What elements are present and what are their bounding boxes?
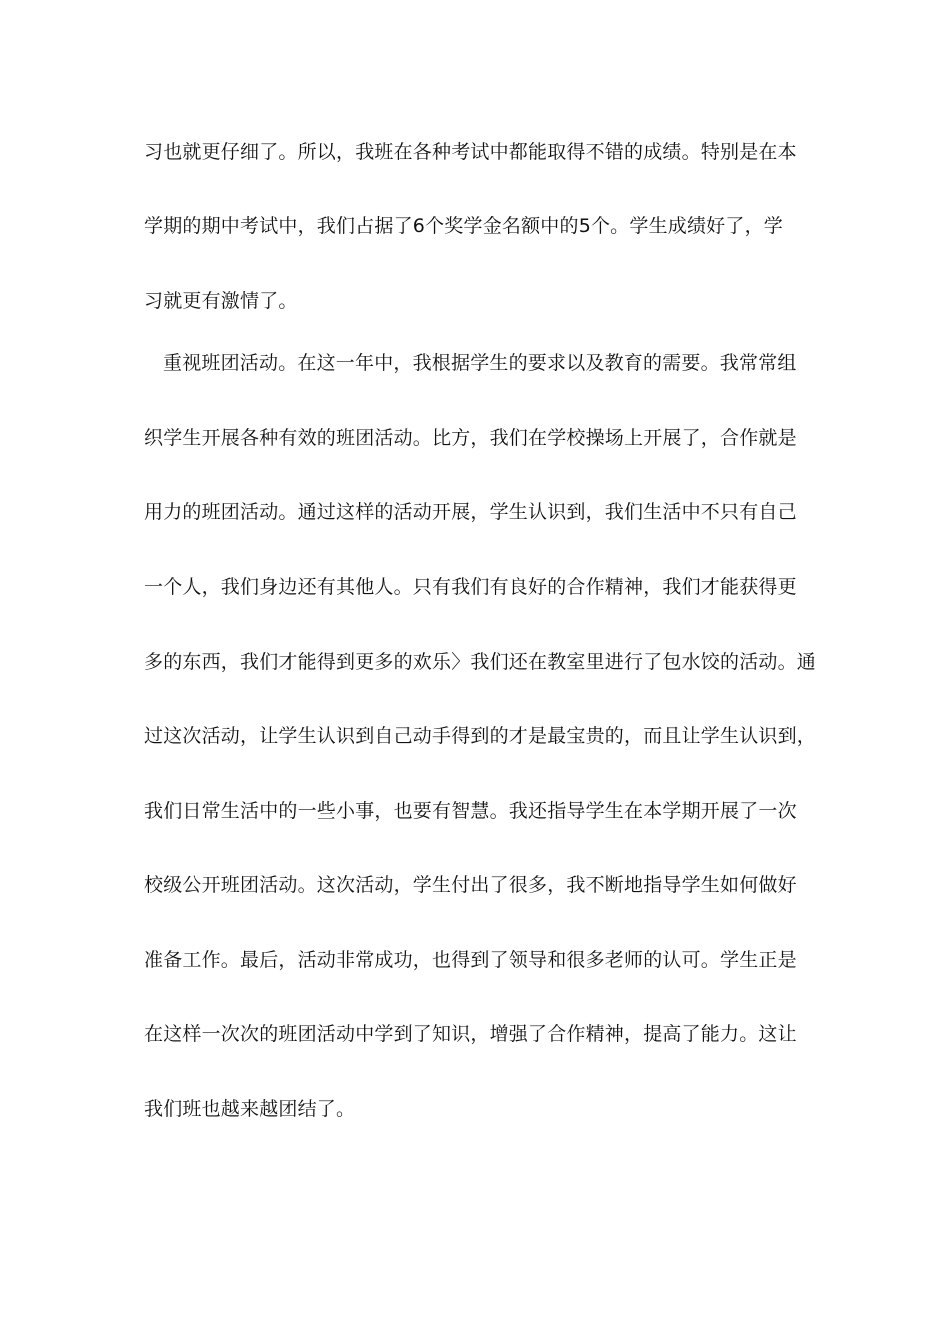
text-line: 过这次活动，让学生认识到自己动手得到的才是最宝贵的，而且让学生认识到， xyxy=(144,725,817,747)
text-line: 我们日常生活中的一些小事，也要有智慧。我还指导学生在本学期开展了一次 xyxy=(144,800,797,822)
text-line: 习就更有激情了。 xyxy=(144,290,298,312)
text-line: 织学生开展各种有效的班团活动。比方，我们在学校操场上开展了，合作就是 xyxy=(144,427,797,449)
text-line: 用力的班团活动。通过这样的活动开展，学生认识到，我们生活中不只有自己 xyxy=(144,501,797,523)
text-line: 多的东西，我们才能得到更多的欢乐〉我们还在教室里进行了包水饺的活动。通 xyxy=(144,651,817,673)
text-line: 校级公开班团活动。这次活动，学生付出了很多，我不断地指导学生如何做好 xyxy=(144,874,797,896)
text-line: 准备工作。最后，活动非常成功，也得到了领导和很多老师的认可。学生正是 xyxy=(144,949,797,971)
text-line: 习也就更仔细了。所以，我班在各种考试中都能取得不错的成绩。特别是在本 xyxy=(144,141,797,163)
paragraph-start-line: 重视班团活动。在这一年中，我根据学生的要求以及教育的需要。我常常组 xyxy=(163,352,797,374)
text-line: 我们班也越来越团结了。 xyxy=(144,1098,356,1120)
text-line: 在这样一次次的班团活动中学到了知识，增强了合作精神，提高了能力。这让 xyxy=(144,1023,797,1045)
text-line: 一个人，我们身边还有其他人。只有我们有良好的合作精神，我们才能获得更 xyxy=(144,576,797,598)
text-line: 学期的期中考试中，我们占据了6个奖学金名额中的5个。学生成绩好了，学 xyxy=(144,215,783,237)
